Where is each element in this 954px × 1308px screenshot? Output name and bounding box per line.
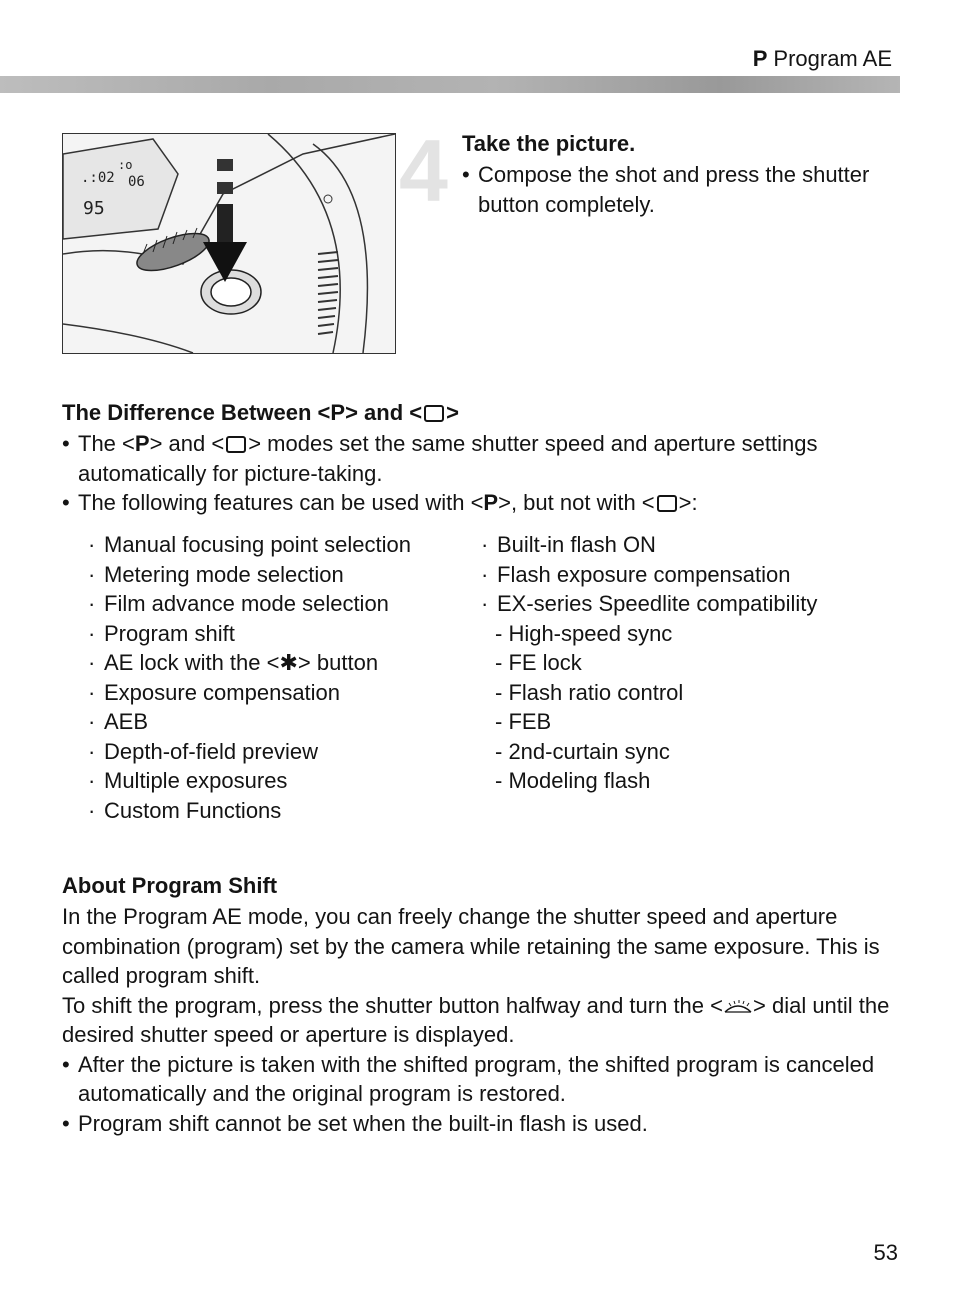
- paragraph: [62, 991, 922, 1050]
- section-title-difference: [62, 400, 459, 426]
- svg-text:06: 06: [128, 174, 145, 190]
- svg-text::o: :o: [118, 158, 133, 172]
- item-label: Flash exposure compensation: [497, 561, 791, 587]
- list-item: · Program shift: [88, 620, 235, 646]
- sub-list-item: - FE lock: [495, 650, 582, 675]
- item-label: Program shift: [104, 620, 235, 646]
- program-mode-icon: P: [330, 400, 346, 425]
- list-item: · Built-in flash ON: [481, 532, 656, 557]
- bullet-item: [62, 429, 922, 488]
- item-label: Manual focusing point selection: [104, 532, 411, 557]
- header-band: [0, 76, 900, 93]
- item-label: Film advance mode selection: [104, 591, 389, 616]
- text-part: To shift the program, press the shutter button halfway and turn the <: [62, 992, 723, 1018]
- item-label-suffix: > button: [297, 650, 379, 675]
- item-label: Metering mode selection: [104, 561, 344, 587]
- item-label: Depth-of-field preview: [104, 738, 318, 764]
- sub-list-item: - FEB: [495, 709, 552, 734]
- bullet-item: • After the picture is taken with the shifted program, the shifted program is canceled automatically and the original program is restored.: [62, 1050, 922, 1109]
- list-item: · Manual focusing point selection: [88, 532, 411, 557]
- paragraph: In the Program AE mode, you can freely change the shutter speed and aperture combination (program) set by the camera while retaining the same exposure. This is called program shift.: [62, 904, 880, 988]
- text-part: >:: [678, 490, 698, 515]
- item-label: AEB: [104, 709, 149, 734]
- item-label: EX-series Speedlite compatibility: [497, 591, 818, 616]
- mode-letter: P: [752, 46, 768, 71]
- sub-list-item: - Modeling flash: [495, 768, 651, 793]
- item-label: AE lock with the <: [104, 650, 280, 675]
- header-title: Program AE: [773, 46, 892, 71]
- list-item: · Multiple exposures: [88, 768, 288, 793]
- item-label: Custom Functions: [104, 797, 282, 823]
- running-header: [753, 46, 892, 72]
- list-item: · AE lock with the <✱> button: [88, 650, 379, 675]
- section-body-program-shift: [62, 902, 922, 1138]
- bullet-item: [62, 488, 922, 518]
- item-label: Built-in flash ON: [497, 532, 656, 557]
- program-mode-icon: P: [483, 490, 499, 515]
- text-part: > modes set the same shutter speed and aperture settings automatically for picture-taking.: [78, 431, 818, 486]
- text-part: >, but not with <: [498, 490, 655, 515]
- text-part: > dial until the desired shutter speed or aperture is displayed.: [62, 992, 890, 1047]
- item-label: Multiple exposures: [104, 768, 288, 793]
- ae-lock-icon: ✱: [279, 650, 298, 675]
- sub-list-item: - High-speed sync: [495, 620, 673, 646]
- list-item: · Exposure compensation: [88, 679, 341, 705]
- section-title-program-shift: About Program Shift: [62, 873, 278, 898]
- svg-text:95: 95: [83, 198, 105, 219]
- bullet-item: • Program shift cannot be set when the built-in flash is used.: [62, 1109, 922, 1139]
- list-item: · AEB: [88, 709, 149, 734]
- title-part: The Difference Between <: [62, 400, 331, 425]
- text-part: The <: [78, 431, 135, 456]
- title-part: > and <: [345, 400, 423, 425]
- list-item: · EX-series Speedlite compatibility: [481, 591, 818, 616]
- list-item: · Custom Functions: [88, 797, 282, 823]
- camera-shutter-illustration: [62, 133, 396, 354]
- sub-list-item: - 2nd-curtain sync: [495, 738, 670, 764]
- features-list-left: [88, 530, 411, 825]
- full-auto-box-icon: [657, 495, 677, 512]
- program-mode-icon: P: [134, 431, 150, 456]
- full-auto-box-icon: [424, 405, 444, 422]
- list-item: · Depth-of-field preview: [88, 738, 318, 764]
- text-part: The following features can be used with <: [78, 490, 484, 515]
- step-title: Take the picture.: [462, 131, 636, 156]
- list-item: · Flash exposure compensation: [481, 561, 791, 587]
- svg-text:.:02: .:02: [81, 170, 115, 186]
- step-number: 4: [399, 121, 448, 220]
- full-auto-box-icon: [226, 436, 246, 453]
- sub-list-item: - Flash ratio control: [495, 679, 684, 705]
- list-item: · Film advance mode selection: [88, 591, 389, 616]
- main-dial-icon: [723, 998, 753, 1014]
- title-part: >: [446, 400, 459, 425]
- step-text: • Compose the shot and press the shutter button completely.: [462, 160, 918, 219]
- item-label: Exposure compensation: [104, 679, 341, 705]
- section-body-difference: [62, 429, 922, 518]
- features-list-right: [481, 530, 817, 796]
- camera-icon: [63, 134, 395, 353]
- text-part: > and <: [149, 431, 225, 456]
- list-item: · Metering mode selection: [88, 561, 344, 587]
- page-number: 53: [873, 1240, 898, 1265]
